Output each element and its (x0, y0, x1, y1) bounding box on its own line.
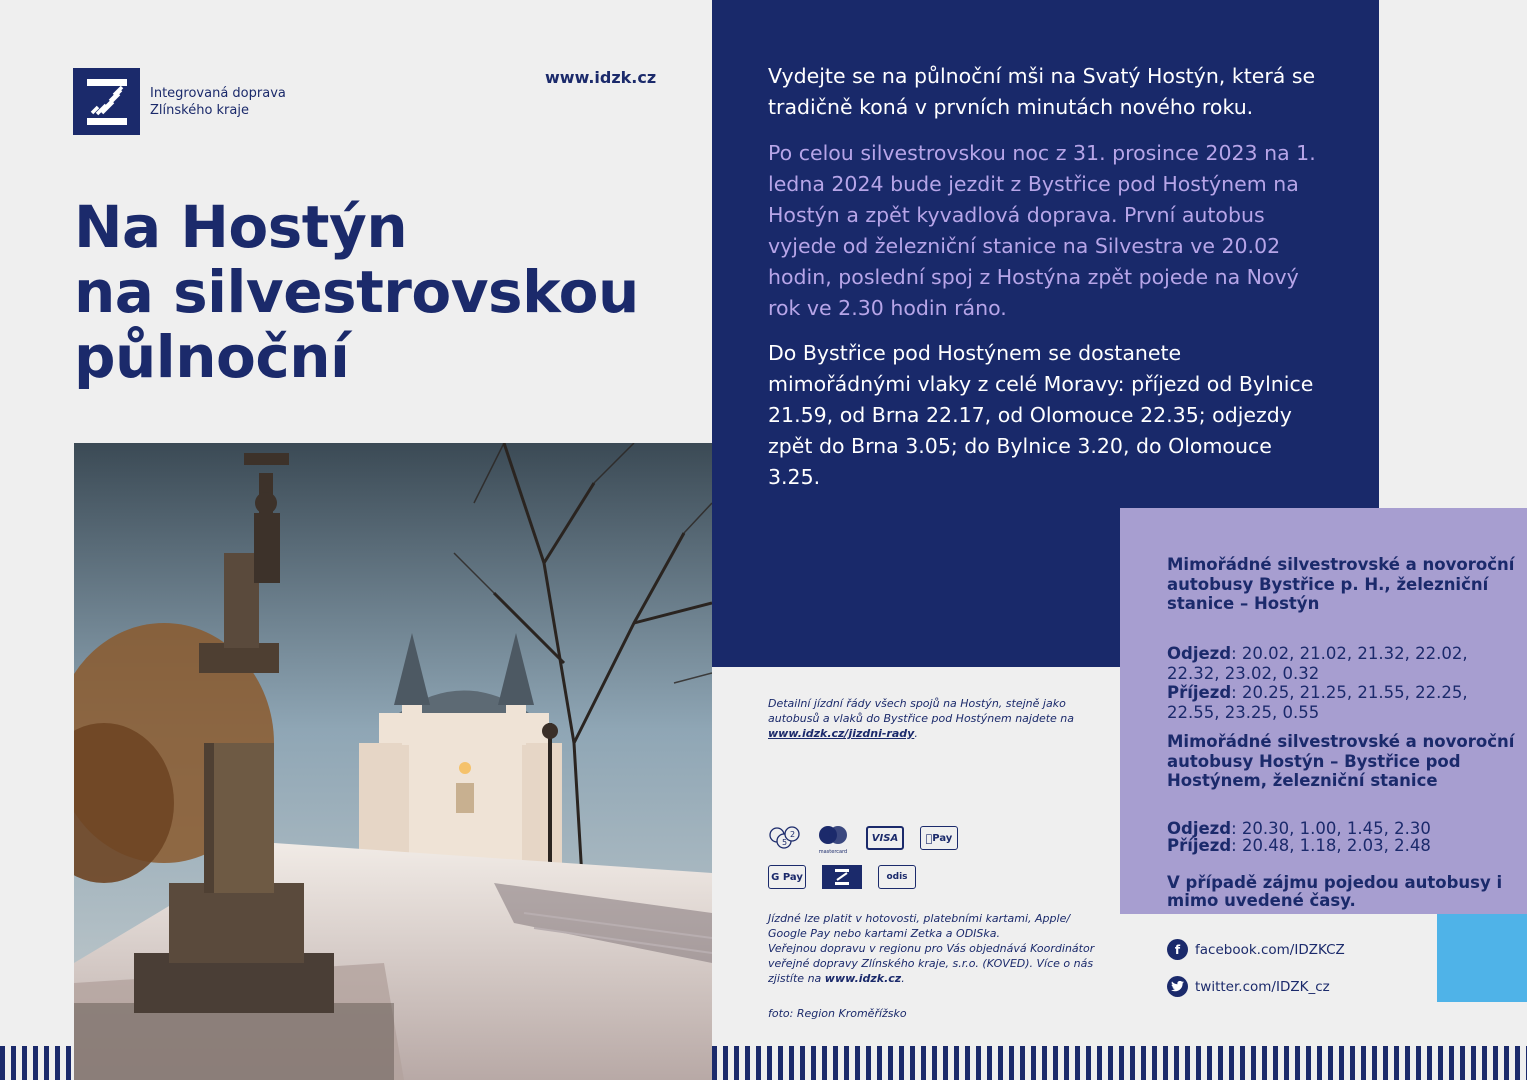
facebook-url: facebook.com/IDZKCZ (1195, 941, 1345, 958)
mastercard-icon (816, 825, 850, 855)
zetka-icon (822, 865, 862, 889)
idzk-logo-icon (73, 68, 140, 135)
bus-info-paragraph: Po celou silvestrovskou noc z 31. prosince 2023 na 1. ledna 2024 bude jezdit z Bystřice pod Hostýnem na Hostýn a zpět kyvadlová doprava. První autobus vyjede od železniční stanice na Silvestra ve 20.02 hodin, poslední spoj z Hostýna zpět pojede na Nový rok ve 2.30 hodin ráno. (768, 141, 1316, 320)
visa-icon: VISA (866, 826, 904, 850)
google-pay-icon: G Pay (768, 865, 806, 889)
brand-name-line1: Integrovaná doprava (150, 85, 286, 101)
apple-pay-icon (920, 826, 958, 850)
arrival-times: : 20.48, 1.18, 2.03, 2.48 (1231, 836, 1431, 855)
stripe-decoration-right (712, 1046, 1527, 1080)
payment-methods (768, 825, 968, 903)
route1-title: Mimořádné silvestrovské a novoroční autobusy Bystřice p. H., železniční stanice – Hostýn (1167, 555, 1515, 613)
payment-note-line2 (768, 941, 1108, 986)
title-line-1: Na Hostýn (74, 193, 408, 261)
twitter-url: twitter.com/IDZK_cz (1195, 978, 1330, 995)
arrival-times: : 20.25, 21.25, 21.55, 22.25, 22.55, 23.25, 0.55 (1167, 683, 1468, 722)
koved-text-end: . (901, 972, 905, 985)
brand-name (150, 85, 286, 119)
route2-times (1167, 820, 1517, 854)
departure-label: Odjezd (1167, 819, 1232, 838)
payment-note-line1: Jízdné lze platit v hotovosti, platebními kartami, Apple/ Google Pay nebo kartami Zetka a ODISka. (768, 912, 1071, 940)
photo-credit: foto: Region Kroměřížsko (768, 1007, 907, 1020)
brand-name-line2: Zlínského kraje (150, 102, 249, 118)
timetable-note (768, 696, 1078, 741)
website-link[interactable]: www.idzk.cz (545, 68, 657, 87)
route2-arrivals (1167, 837, 1517, 854)
apple-pay-label: Pay (928, 832, 950, 844)
svg-text:5: 5 (782, 838, 788, 847)
arrival-label: Příjezd (1167, 683, 1232, 702)
route1-departures (1167, 644, 1517, 683)
route2-title: Mimořádné silvestrovské a novoroční autobusy Hostýn – Bystřice pod Hostýnem, železniční stanice (1167, 732, 1515, 790)
arrival-label: Příjezd (1167, 836, 1232, 855)
route1-block (1167, 555, 1517, 614)
payment-note (768, 911, 1108, 986)
title-line-3: půlnoční (74, 323, 350, 391)
photo-illustration (74, 443, 712, 1080)
brand-logo[interactable] (73, 68, 286, 135)
departure-label: Odjezd (1167, 644, 1232, 663)
schedule-note: V případě zájmu pojedou autobusy i mimo uvedené časy. (1167, 873, 1503, 910)
departure-times: : 20.30, 1.00, 1.45, 2.30 (1231, 819, 1431, 838)
timetable-note-end: . (914, 727, 918, 740)
title-line-2: na silvestrovskou (74, 258, 639, 326)
intro-paragraph: Vydejte se na půlnoční mši na Svatý Hostýn, která se tradičně koná v prvních minutách nového roku. (768, 64, 1316, 119)
facebook-link[interactable] (1167, 939, 1345, 960)
route2-block (1167, 732, 1517, 791)
coins-icon (768, 825, 800, 851)
twitter-link[interactable] (1167, 976, 1330, 997)
facebook-icon: f (1167, 939, 1188, 960)
church-photo (74, 443, 712, 1080)
stripe-decoration-left (0, 1046, 74, 1080)
route2-departures (1167, 820, 1517, 837)
timetable-note-text: Detailní jízdní řády všech spojů na Hostýn, stejně jako autobusů a vlaků do Bystřice pod Hostýnem najdete na (768, 697, 1074, 725)
train-info-paragraph: Do Bystřice pod Hostýnem se dostanete mimořádnými vlaky z celé Moravy: příjezd od Bylnice 21.59, od Brna 22.17, od Olomouce 22.35; odjezdy zpět do Brna 3.05; do Bylnice 3.20, do Olomouce 3.25. (768, 341, 1314, 489)
route1-arrivals (1167, 683, 1517, 722)
page-title (74, 195, 639, 390)
decorative-square (1437, 914, 1527, 1002)
twitter-icon (1167, 976, 1188, 997)
idzk-link[interactable]: www.idzk.cz (824, 972, 902, 985)
timetable-link[interactable]: www.idzk.cz/jizdni-rady (768, 727, 915, 740)
schedule-panel (1120, 508, 1527, 914)
odiska-icon: odis (878, 865, 916, 889)
route1-times (1167, 644, 1517, 722)
svg-text:2: 2 (790, 830, 796, 839)
departure-times: : 20.02, 21.02, 21.32, 22.02, 22.32, 23.02, 0.32 (1167, 644, 1468, 683)
koved-text: Veřejnou dopravu v regionu pro Vás objednává Koordinátor veřejné dopravy Zlínského kraje, s.r.o. (KOVED). Více o nás zjistíte na (768, 942, 1095, 985)
mastercard-label: mastercard (818, 849, 848, 855)
